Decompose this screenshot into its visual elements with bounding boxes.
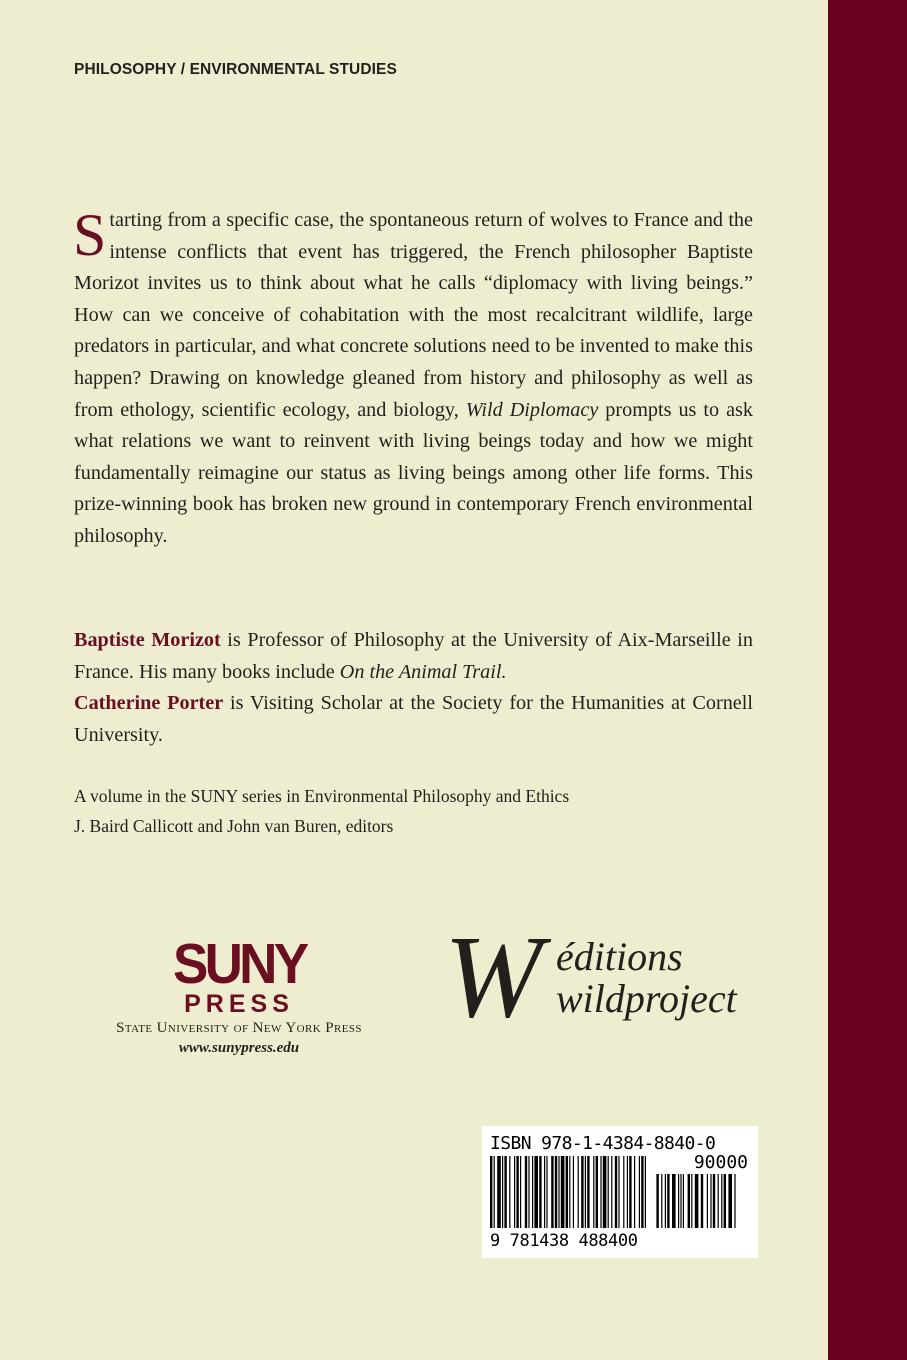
- barcode-bars: [490, 1156, 752, 1232]
- barcode-addon-bar: [688, 1174, 690, 1228]
- drop-cap: S: [73, 202, 107, 268]
- description-text-2: prompts us to ask what relations we want to reinvent with living beings today and how we might fundamentally reimagine our status as living beings among other life forms. This prize-winning book has broken new ground in contemporary French environmental philosophy.: [74, 398, 753, 547]
- author-bio: is Professor of Philosophy at the University of Aix-Marseille in France. His many books include: [74, 629, 753, 683]
- barcode-bar: [516, 1156, 518, 1228]
- barcode-bar: [490, 1156, 492, 1228]
- barcode-bar: [546, 1156, 547, 1228]
- barcode-bar: [600, 1156, 601, 1228]
- contributor-bios: [74, 625, 753, 751]
- barcode-bar: [551, 1156, 553, 1228]
- barcode-addon-bar: [683, 1174, 684, 1228]
- translator-name: Catherine Porter: [74, 692, 224, 715]
- barcode-addon-bar: [721, 1174, 722, 1228]
- barcode-addon-bar: [701, 1174, 703, 1228]
- author-book-title: On the Animal Trail.: [339, 660, 507, 683]
- barcode-bar: [629, 1156, 631, 1228]
- barcode-bar: [581, 1156, 583, 1228]
- barcode-addon-bar: [718, 1174, 719, 1228]
- barcode-bar: [623, 1156, 624, 1228]
- barcode-bar: [532, 1156, 533, 1228]
- barcode-bar: [544, 1156, 545, 1228]
- barcode-bar: [608, 1156, 609, 1228]
- wildproject-w-mark: W: [444, 911, 543, 1042]
- author-name: Baptiste Morizot: [74, 629, 221, 651]
- barcode-addon-bar: [724, 1174, 726, 1228]
- barcode-bar: [639, 1156, 640, 1228]
- barcode-bar: [558, 1156, 559, 1228]
- barcode-bar: [578, 1156, 579, 1228]
- barcode-addon-bar: [728, 1174, 732, 1228]
- barcode-bar: [539, 1156, 541, 1228]
- price-code: 90000: [693, 1152, 748, 1173]
- barcode-bar: [509, 1156, 510, 1228]
- barcode-bar: [615, 1156, 617, 1228]
- barcode-bar: [504, 1156, 506, 1228]
- barcode-addon-bar: [695, 1174, 699, 1228]
- barcode-bar: [502, 1156, 503, 1228]
- barcode-bar: [534, 1156, 538, 1228]
- category-label: PHILOSOPHY / ENVIRONMENTAL STUDIES: [74, 61, 397, 78]
- barcode-addon-bar: [667, 1174, 669, 1228]
- barcode-bar: [561, 1156, 565, 1228]
- description-text-1: tarting from a specific case, the spontaneous return of wolves to France and the intense conflicts that event has triggered, the French philosopher Baptiste Morizot invites us to think about what he calls “diplomacy with living beings.” How can we conceive of cohabitation with the most recalcitrant wildlife, large predators in particular, and what concrete solutions need to be invented to make this happen? Drawing on knowledge gleaned from history and philosophy as well as from ethology, scientific ecology, and biology,: [74, 209, 753, 421]
- barcode-addon-bar: [661, 1174, 662, 1228]
- spine-band: [828, 0, 907, 1360]
- barcode-addon-bar: [665, 1174, 666, 1228]
- suny-press-word: PRESS: [184, 990, 294, 1018]
- barcode-bar: [585, 1156, 586, 1228]
- barcode-addon-bar: [672, 1174, 676, 1228]
- barcode-bar: [569, 1156, 570, 1228]
- isbn-number: ISBN 978-1-4384-8840-0: [490, 1133, 716, 1154]
- barcode-bar: [528, 1156, 529, 1228]
- suny-url: www.sunypress.edu: [178, 1040, 300, 1056]
- barcode-bar: [573, 1156, 574, 1228]
- translator-bio: is Visiting Scholar at the Society for the Humanities at Cornell University.: [74, 692, 753, 746]
- barcode-addon-bar: [710, 1174, 711, 1228]
- barcode-addon-bar: [680, 1174, 681, 1228]
- barcode-digits: 9 781438 488400: [490, 1231, 638, 1251]
- wildproject-wordmark: [556, 936, 737, 1020]
- barcode-bar: [593, 1156, 594, 1228]
- barcode-addon-bar: [734, 1174, 735, 1228]
- barcode-bar: [645, 1156, 646, 1228]
- barcode-bar: [587, 1156, 589, 1228]
- wildproject-line-1: éditions: [556, 934, 683, 979]
- suny-full-name: State University of New York Press: [116, 1020, 362, 1036]
- barcode-addon-bar: [656, 1174, 658, 1228]
- book-description: [73, 202, 753, 553]
- wildproject-line-2: wildproject: [556, 976, 737, 1021]
- isbn-barcode: [482, 1126, 758, 1258]
- suny-wordmark: SUNY: [172, 932, 306, 996]
- barcode-bar: [555, 1156, 557, 1228]
- series-editors: J. Baird Callicott and John van Buren, editors: [74, 816, 394, 836]
- barcode-bar: [520, 1156, 521, 1228]
- barcode-addon-bar: [691, 1174, 692, 1228]
- barcode-bar: [641, 1156, 643, 1228]
- barcode-bar: [596, 1156, 598, 1228]
- barcode-bar: [494, 1156, 495, 1228]
- barcode-bar: [566, 1156, 568, 1228]
- barcode-bar: [514, 1156, 515, 1228]
- barcode-bar: [611, 1156, 612, 1228]
- barcode-bar: [627, 1156, 628, 1228]
- barcode-bar: [603, 1156, 607, 1228]
- suny-press-logo: [74, 932, 404, 1058]
- series-statement: A volume in the SUNY series in Environmental Philosophy and Ethics: [74, 786, 570, 806]
- barcode-bar: [497, 1156, 501, 1228]
- book-title: Wild Diplomacy: [465, 398, 599, 421]
- barcode-addon-bar: [707, 1174, 708, 1228]
- barcode-addon-bar: [713, 1174, 715, 1228]
- barcode-bar: [634, 1156, 635, 1228]
- barcode-bar: [618, 1156, 619, 1228]
- barcode-addon-bar: [678, 1174, 679, 1228]
- barcode-bar: [525, 1156, 527, 1228]
